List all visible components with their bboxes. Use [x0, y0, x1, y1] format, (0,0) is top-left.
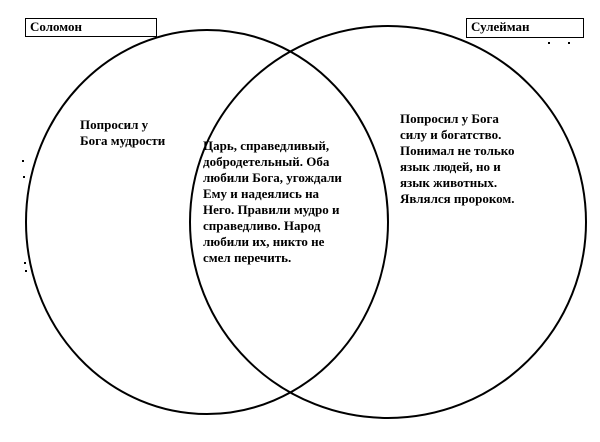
label-solomon: Соломон — [25, 18, 157, 37]
scan-speck — [25, 270, 27, 272]
scan-speck — [548, 42, 550, 44]
scan-speck — [24, 262, 26, 264]
scan-speck — [568, 42, 570, 44]
label-suleiman: Сулейман — [466, 18, 584, 38]
scan-speck — [22, 160, 24, 162]
solomon-unique-text: Попросил у Бога мудрости — [80, 117, 166, 148]
scan-speck — [23, 176, 25, 178]
suleiman-unique-text: Попросил у Бога силу и богатство. Понимал не только язык людей, но и язык животных. Являлся пророком. — [400, 111, 515, 206]
overlap-common-text: Царь, справедливый, добродетельный. Оба любили Бога, угождали Ему и надеялись на Него. Правили мудро и справедливо. Народ любили их, никто не смел перечить. — [203, 138, 342, 265]
